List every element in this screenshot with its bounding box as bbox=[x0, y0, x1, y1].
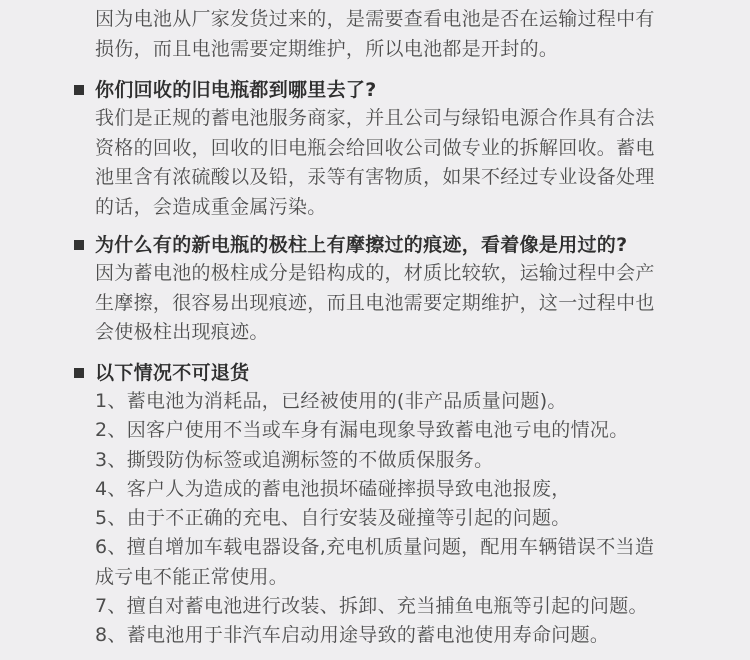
intro-paragraph: 因为电池从厂家发货过来的，是需要查看电池是否在运输过程中有 损伤，而且电池需要定期维护，所以电池都是开封的。 bbox=[95, 8, 655, 60]
faq-answer-terminal-marks: 因为蓄电池的极柱成分是铅构成的，材质比较软，运输过程中会产 生摩擦，很容易出现痕迹，而且电池需要定期维护，这一过程中也 会使极柱出现痕迹。 bbox=[95, 262, 655, 343]
no-return-list bbox=[95, 387, 685, 651]
bullet-square-icon bbox=[74, 240, 84, 250]
list-item: 3、撕毁防伪标签或追溯标签的不做质保服务。 bbox=[95, 448, 494, 471]
list-item: 1、蓄电池为消耗品，已经被使用的(非产品质量问题)。 bbox=[95, 390, 567, 412]
list-item: 7、擅自对蓄电池进行改装、拆卸、充当捕鱼电瓶等引起的问题。 bbox=[95, 595, 648, 618]
list-item: 6、擅自增加车载电器设备,充电机质量问题，配用车辆错误不当造 成亏电不能正常使用。 bbox=[95, 536, 655, 588]
list-item: 4、客户人为造成的蓄电池损坏磕碰摔损导致电池报废， bbox=[95, 477, 571, 500]
faq-question-terminal-marks: 为什么有的新电瓶的极柱上有摩擦过的痕迹，看着像是用过的? bbox=[95, 234, 628, 256]
no-return-title: 以下情况不可退货 bbox=[95, 362, 250, 384]
faq-answer-recycle: 我们是正规的蓄电池服务商家，并且公司与绿铅电源合作具有合法 资格的回收，回收的旧电瓶会给回收公司做专业的拆解回收。蓄电 池里含有浓硫酸以及铅，汞等有害物质，如果不经过专业设备处理 的话，会造成重金属污染。 bbox=[95, 107, 655, 218]
faq-question-recycle: 你们回收的旧电瓶都到哪里去了? bbox=[95, 79, 377, 101]
list-item: 5、由于不正确的充电、自行安装及碰撞等引起的问题。 bbox=[95, 507, 571, 530]
bullet-square-icon bbox=[74, 368, 84, 378]
list-item: 2、因客户使用不当或车身有漏电现象导致蓄电池亏电的情况。 bbox=[95, 419, 629, 442]
bullet-square-icon bbox=[74, 85, 84, 95]
list-item: 8、蓄电池用于非汽车启动用途导致的蓄电池使用寿命问题。 bbox=[95, 624, 610, 647]
